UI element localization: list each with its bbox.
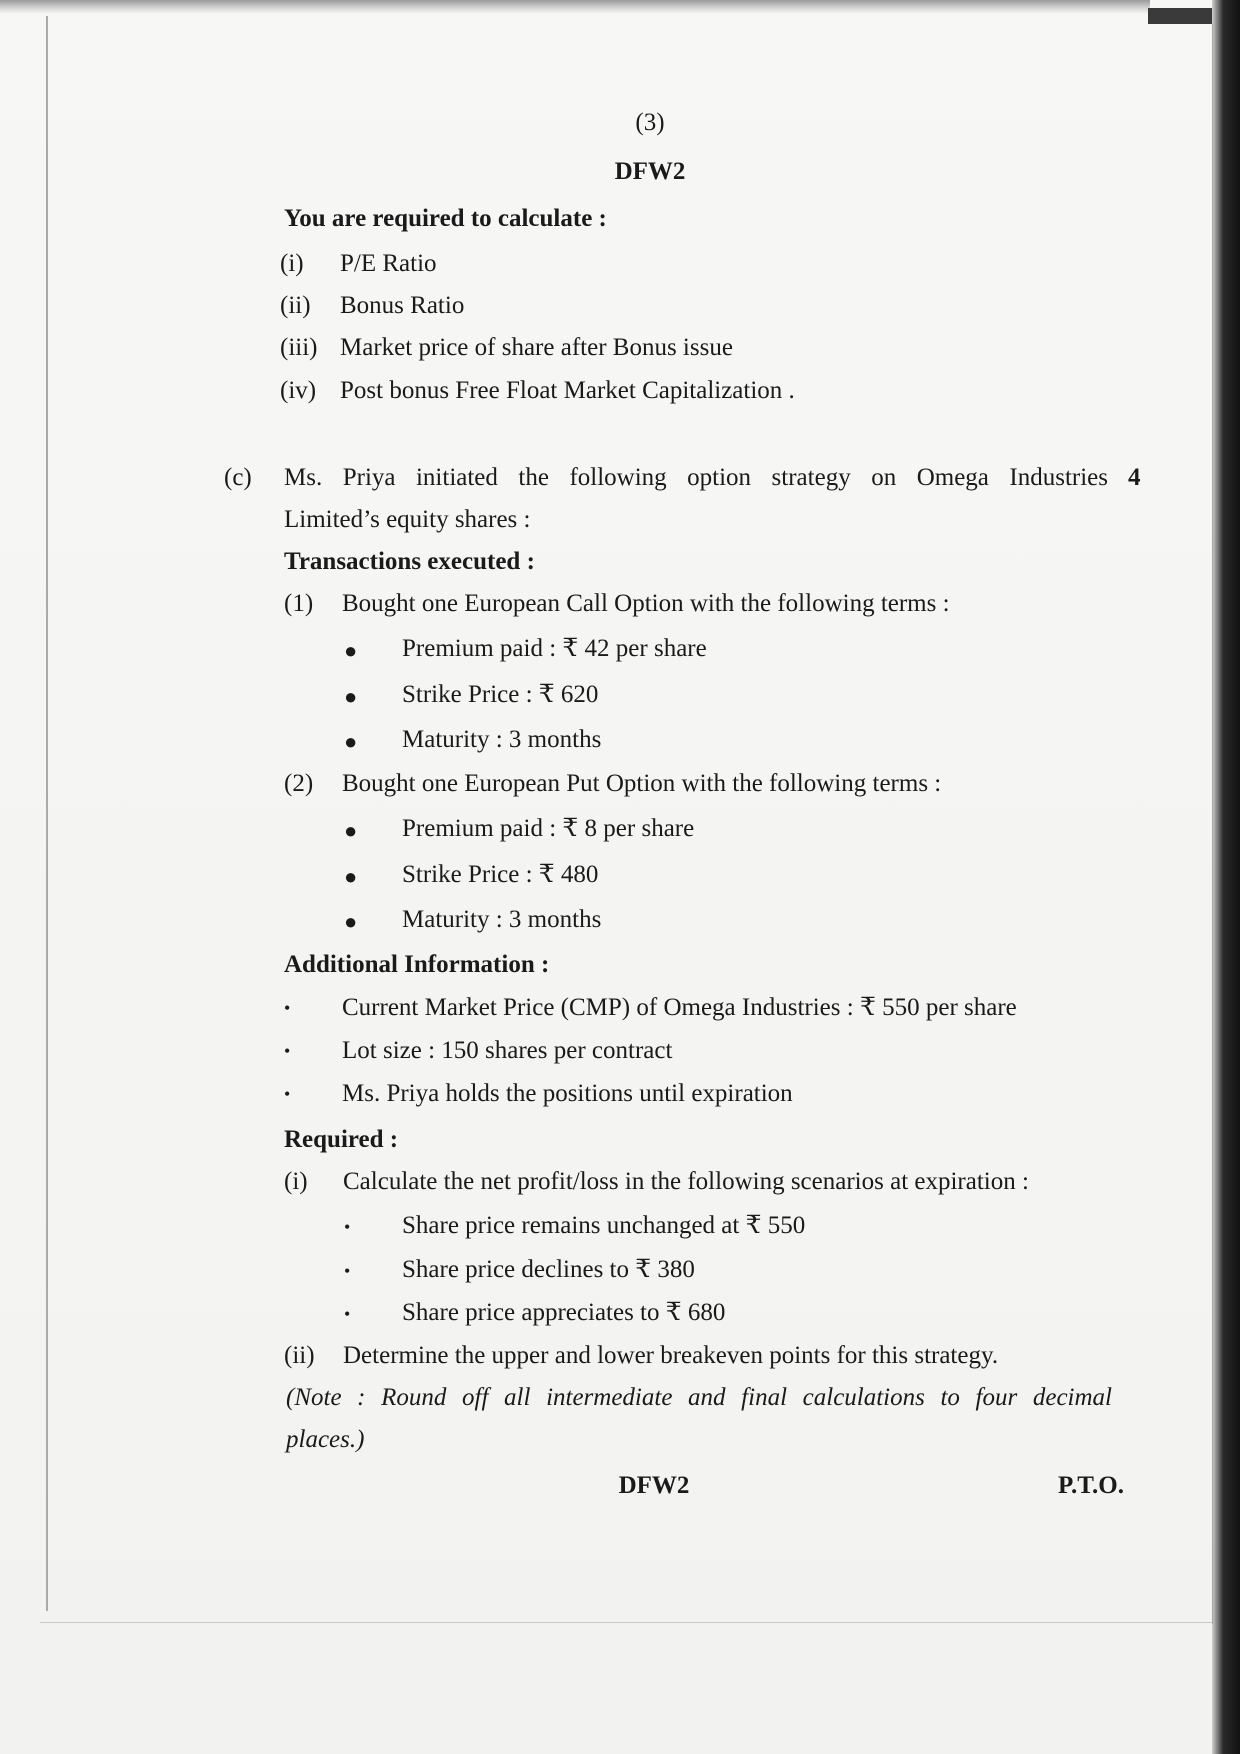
calc-item-num: (ii) (280, 292, 311, 319)
paper-code-header: DFW2 (614, 158, 686, 185)
additional-heading: Additional Information : (284, 951, 550, 978)
additional-item: Ms. Priya holds the positions until expiration (342, 1080, 793, 1107)
scenario-item: Share price declines to ₹ 380 (402, 1256, 695, 1283)
question-marks: 4 (1128, 464, 1141, 491)
page-edge-bottom (40, 1622, 1212, 1623)
term-item: Strike Price : ₹ 480 (402, 861, 599, 888)
scenario-item: Share price appreciates to ₹ 680 (402, 1299, 726, 1326)
page-edge-right (1212, 24, 1213, 1624)
required-text: Determine the upper and lower breakeven points for this strategy. (343, 1342, 999, 1369)
bullet-icon: • (344, 1261, 351, 1281)
term-item: Maturity : 3 months (402, 726, 602, 753)
scan-shadow-corner (1148, 8, 1218, 24)
transaction-text: Bought one European Put Option with the following terms : (342, 770, 942, 797)
calc-intro: You are required to calculate : (284, 205, 607, 232)
calc-item-num: (i) (280, 250, 304, 277)
bullet-icon: ● (344, 864, 358, 889)
term-item: Premium paid : ₹ 8 per share (402, 815, 695, 842)
bullet-icon: • (284, 1041, 291, 1061)
transaction-num: (2) (284, 770, 314, 797)
calc-item-text: Post bonus Free Float Market Capitalization . (340, 377, 795, 404)
calc-item-num: (iv) (280, 377, 317, 404)
bullet-icon: • (284, 998, 291, 1018)
note-line1: (Note : Round off all intermediate and final calculations to four decimal (286, 1384, 1112, 1411)
bullet-icon: • (344, 1217, 351, 1237)
calc-item-num: (iii) (280, 334, 318, 361)
bullet-icon: ● (344, 638, 358, 663)
bullet-icon: ● (344, 729, 358, 754)
required-text: Calculate the net profit/loss in the following scenarios at expiration : (343, 1168, 1029, 1195)
question-intro-line1: Ms. Priya initiated the following option strategy on Omega Industries (284, 464, 1108, 491)
required-heading: Required : (284, 1126, 399, 1153)
question-label: (c) (224, 464, 252, 491)
term-item: Maturity : 3 months (402, 906, 602, 933)
term-item: Strike Price : ₹ 620 (402, 681, 599, 708)
scan-shadow-right (1212, 0, 1240, 1754)
calc-item-text: Market price of share after Bonus issue (340, 334, 733, 361)
bullet-icon: ● (344, 909, 358, 934)
transaction-num: (1) (284, 590, 314, 617)
page-number: (3) (635, 109, 665, 136)
bullet-icon: • (344, 1304, 351, 1324)
additional-item: Lot size : 150 shares per contract (342, 1037, 673, 1064)
transaction-text: Bought one European Call Option with the following terms : (342, 590, 950, 617)
required-num: (i) (284, 1168, 308, 1195)
scenario-item: Share price remains unchanged at ₹ 550 (402, 1212, 806, 1239)
paper-code-footer: DFW2 (618, 1472, 690, 1499)
scan-shadow-top (0, 0, 1150, 14)
additional-item: Current Market Price (CMP) of Omega Industries : ₹ 550 per share (342, 994, 1017, 1021)
page-fold-line (46, 16, 48, 1611)
bullet-icon: ● (344, 684, 358, 709)
note-line2: places.) (286, 1426, 365, 1453)
calc-item-text: P/E Ratio (340, 250, 437, 277)
bullet-icon: ● (344, 818, 358, 843)
term-item: Premium paid : ₹ 42 per share (402, 635, 707, 662)
bullet-icon: • (284, 1084, 291, 1104)
transactions-heading: Transactions executed : (284, 548, 535, 575)
required-num: (ii) (284, 1342, 315, 1369)
pto-label: P.T.O. (1058, 1472, 1124, 1499)
calc-item-text: Bonus Ratio (340, 292, 465, 319)
question-intro-line2: Limited’s equity shares : (284, 506, 531, 533)
